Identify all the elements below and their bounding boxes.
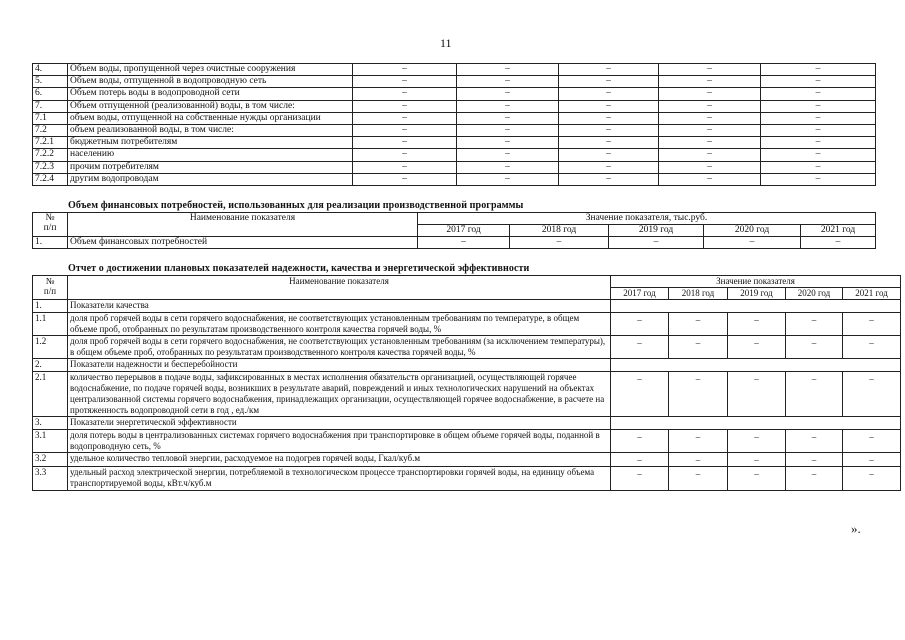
col-num-header: № п/п bbox=[33, 276, 68, 300]
value-cell: – bbox=[559, 88, 659, 100]
value-cell: – bbox=[761, 76, 876, 88]
table-row bbox=[33, 173, 876, 185]
financial-needs-title: Объем финансовых потребностей, использованных для реализации производственной программы bbox=[68, 200, 524, 211]
page-number: 11 bbox=[440, 36, 452, 50]
row-name: доля потерь воды в централизованных системах горячего водоснабжения при транспортировке в общем объеме горячей воды, поданной в водопроводную сеть, % bbox=[68, 429, 611, 452]
value-cell: – bbox=[611, 429, 669, 452]
value-cell: – bbox=[457, 137, 559, 149]
year-header: 2018 год bbox=[669, 288, 728, 300]
section-name: Показатели качества bbox=[68, 300, 611, 312]
value-cell: – bbox=[659, 125, 761, 137]
row-num: 2.1 bbox=[33, 371, 68, 417]
row-name: доля проб горячей воды в сети горячего водоснабжения, не соответствующих установленным требованиям по температуре, в общем объеме проб, отобранных по результатам производственного контроля качества горячей воды, % bbox=[68, 312, 611, 335]
value-cell: – bbox=[559, 76, 659, 88]
table-row bbox=[33, 453, 901, 467]
year-header: 2017 год bbox=[418, 225, 510, 237]
row-num: 1. bbox=[33, 237, 68, 249]
row-num: 3. bbox=[33, 417, 68, 429]
row-num: 1.1 bbox=[33, 312, 68, 335]
row-num: 7. bbox=[33, 100, 68, 112]
year-header: 2020 год bbox=[704, 225, 801, 237]
value-cell: – bbox=[353, 149, 457, 161]
value-cell: – bbox=[353, 161, 457, 173]
row-num: 3.2 bbox=[33, 453, 68, 467]
value-cell: – bbox=[843, 429, 901, 452]
value-cell: – bbox=[457, 76, 559, 88]
value-cell: – bbox=[659, 173, 761, 185]
value-cell: – bbox=[659, 161, 761, 173]
row-name: доля проб горячей воды в сети горячего водоснабжения, не соответствующих установленным требованиям (за исключением температуры), в общем объеме проб, отобранных по результатам производственного контроля качества горячей воды, % bbox=[68, 336, 611, 359]
value-cell: – bbox=[669, 371, 728, 417]
row-name: удельный расход электрической энергии, потребляемой в технологическом процессе транспортировки горячей воды, на единицу объема транспортируемой воды, кВт.ч/куб.м bbox=[68, 467, 611, 490]
row-num: 4. bbox=[33, 64, 68, 76]
table-row bbox=[33, 88, 876, 100]
value-cell: – bbox=[353, 173, 457, 185]
value-cell: – bbox=[353, 125, 457, 137]
row-name: объем реализованной воды, в том числе: bbox=[68, 125, 353, 137]
row-num: 1. bbox=[33, 300, 68, 312]
value-cell: – bbox=[843, 467, 901, 490]
row-num: 7.2.1 bbox=[33, 137, 68, 149]
row-name: Объем финансовых потребностей bbox=[68, 237, 418, 249]
col-name-header: Наименование показателя bbox=[68, 213, 418, 237]
value-cell: – bbox=[559, 64, 659, 76]
value-cell: – bbox=[659, 112, 761, 124]
value-cell: – bbox=[457, 149, 559, 161]
value-cell: – bbox=[559, 149, 659, 161]
table-row bbox=[33, 161, 876, 173]
value-cell: – bbox=[786, 429, 843, 452]
value-cell: – bbox=[761, 100, 876, 112]
table-row bbox=[33, 137, 876, 149]
value-cell: – bbox=[843, 371, 901, 417]
table-row bbox=[33, 312, 901, 335]
table-row bbox=[33, 100, 876, 112]
value-cell: – bbox=[659, 64, 761, 76]
row-name: Объем потерь воды в водопроводной сети bbox=[68, 88, 353, 100]
value-cell: – bbox=[457, 64, 559, 76]
year-header: 2017 год bbox=[611, 288, 669, 300]
row-name: другим водопроводам bbox=[68, 173, 353, 185]
col-name-header: Наименование показателя bbox=[68, 276, 611, 300]
table-row bbox=[33, 64, 876, 76]
section-name: Показатели энергетической эффективности bbox=[68, 417, 611, 429]
value-cell: – bbox=[669, 312, 728, 335]
value-cell: – bbox=[611, 371, 669, 417]
col-value-header: Значение показателя, тыс.руб. bbox=[418, 213, 876, 225]
table-row bbox=[33, 149, 876, 161]
value-cell: – bbox=[457, 88, 559, 100]
row-num: 7.2.2 bbox=[33, 149, 68, 161]
year-header: 2020 год bbox=[786, 288, 843, 300]
value-cell: – bbox=[457, 100, 559, 112]
row-name: Объем воды, пропущенной через очистные сооружения bbox=[68, 64, 353, 76]
section-row bbox=[33, 417, 901, 429]
year-header: 2019 год bbox=[728, 288, 786, 300]
value-cell: – bbox=[704, 237, 801, 249]
value-cell: – bbox=[659, 137, 761, 149]
value-cell: – bbox=[761, 173, 876, 185]
value-cell: – bbox=[559, 100, 659, 112]
row-name: прочим потребителям bbox=[68, 161, 353, 173]
value-cell: – bbox=[728, 371, 786, 417]
value-cell: – bbox=[728, 467, 786, 490]
col-value-header: Значение показателя bbox=[611, 276, 901, 288]
value-cell: – bbox=[761, 88, 876, 100]
section-name: Показатели надежности и бесперебойности bbox=[68, 359, 611, 371]
row-num: 3.1 bbox=[33, 429, 68, 452]
value-cell: – bbox=[510, 237, 609, 249]
col-num-header: № п/п bbox=[33, 213, 68, 237]
year-header: 2021 год bbox=[843, 288, 901, 300]
value-cell: – bbox=[611, 467, 669, 490]
year-header: 2018 год bbox=[510, 225, 609, 237]
value-cell: – bbox=[761, 64, 876, 76]
table-row bbox=[33, 76, 876, 88]
section-row bbox=[33, 359, 901, 371]
value-cell: – bbox=[761, 137, 876, 149]
row-name: Объем воды, отпущенной в водопроводную сеть bbox=[68, 76, 353, 88]
value-cell: – bbox=[353, 64, 457, 76]
indicators-title: Отчет о достижении плановых показателей надежности, качества и энергетической эффективности bbox=[68, 263, 530, 274]
end-mark: ». bbox=[851, 521, 861, 536]
value-cell: – bbox=[611, 336, 669, 359]
value-cell: – bbox=[457, 125, 559, 137]
table-row bbox=[33, 336, 901, 359]
value-cell: – bbox=[611, 312, 669, 335]
row-num: 5. bbox=[33, 76, 68, 88]
value-cell: – bbox=[728, 429, 786, 452]
value-cell: – bbox=[418, 237, 510, 249]
table-row bbox=[33, 429, 901, 452]
value-cell: – bbox=[457, 112, 559, 124]
value-cell: – bbox=[801, 237, 876, 249]
value-cell: – bbox=[353, 76, 457, 88]
row-num: 7.1 bbox=[33, 112, 68, 124]
row-name: Объем отпущенной (реализованной) воды, в том числе: bbox=[68, 100, 353, 112]
value-cell: – bbox=[761, 161, 876, 173]
value-cell: – bbox=[786, 312, 843, 335]
value-cell: – bbox=[669, 336, 728, 359]
row-num: 6. bbox=[33, 88, 68, 100]
value-cell: – bbox=[669, 467, 728, 490]
value-cell: – bbox=[559, 125, 659, 137]
value-cell: – bbox=[761, 125, 876, 137]
value-cell: – bbox=[353, 88, 457, 100]
value-cell: – bbox=[843, 453, 901, 467]
section-row bbox=[33, 300, 901, 312]
value-cell: – bbox=[659, 149, 761, 161]
value-cell: – bbox=[786, 371, 843, 417]
financial-needs-table bbox=[32, 212, 876, 249]
value-cell: – bbox=[843, 312, 901, 335]
value-cell: – bbox=[559, 112, 659, 124]
value-cell: – bbox=[761, 149, 876, 161]
value-cell: – bbox=[728, 312, 786, 335]
value-cell: – bbox=[609, 237, 704, 249]
value-cell: – bbox=[669, 453, 728, 467]
year-header: 2021 год bbox=[801, 225, 876, 237]
value-cell: – bbox=[353, 137, 457, 149]
value-cell: – bbox=[611, 453, 669, 467]
row-num: 3.3 bbox=[33, 467, 68, 490]
value-cell: – bbox=[457, 173, 559, 185]
value-cell: – bbox=[353, 100, 457, 112]
row-num: 7.2 bbox=[33, 125, 68, 137]
row-name: количество перерывов в подаче воды, зафиксированных в местах исполнения обязательств организацией, осуществляющей горячее водоснабжение, по подаче горячей воды, возникших в результате аварий, повреждений и иных технологических нарушений на объектах централизованной системы горячего водоснабжения, принадлежащих организации, осуществляющей горячее водоснабжение, в расчете на протяженность водопроводной сети в год , ед./км bbox=[68, 371, 611, 417]
row-num: 1.2 bbox=[33, 336, 68, 359]
value-cell: – bbox=[786, 336, 843, 359]
value-cell: – bbox=[559, 137, 659, 149]
row-num: 7.2.4 bbox=[33, 173, 68, 185]
indicators-table bbox=[32, 275, 901, 491]
row-num: 7.2.3 bbox=[33, 161, 68, 173]
table-row bbox=[33, 371, 901, 417]
value-cell: – bbox=[761, 112, 876, 124]
water-balance-table bbox=[32, 63, 876, 186]
value-cell: – bbox=[728, 453, 786, 467]
value-cell: – bbox=[659, 76, 761, 88]
value-cell: – bbox=[559, 161, 659, 173]
table-row bbox=[33, 467, 901, 490]
row-name: бюджетным потребителям bbox=[68, 137, 353, 149]
empty-cell bbox=[611, 359, 901, 371]
value-cell: – bbox=[786, 453, 843, 467]
value-cell: – bbox=[559, 173, 659, 185]
value-cell: – bbox=[353, 112, 457, 124]
empty-cell bbox=[611, 417, 901, 429]
value-cell: – bbox=[669, 429, 728, 452]
value-cell: – bbox=[786, 467, 843, 490]
table-row bbox=[33, 112, 876, 124]
table-row bbox=[33, 125, 876, 137]
value-cell: – bbox=[457, 161, 559, 173]
value-cell: – bbox=[659, 88, 761, 100]
year-header: 2019 год bbox=[609, 225, 704, 237]
value-cell: – bbox=[728, 336, 786, 359]
value-cell: – bbox=[843, 336, 901, 359]
empty-cell bbox=[611, 300, 901, 312]
row-name: удельное количество тепловой энергии, расходуемое на подогрев горячей воды, Гкал/куб.м bbox=[68, 453, 611, 467]
row-name: объем воды, отпущенной на собственные нужды организации bbox=[68, 112, 353, 124]
value-cell: – bbox=[659, 100, 761, 112]
row-name: населению bbox=[68, 149, 353, 161]
row-num: 2. bbox=[33, 359, 68, 371]
